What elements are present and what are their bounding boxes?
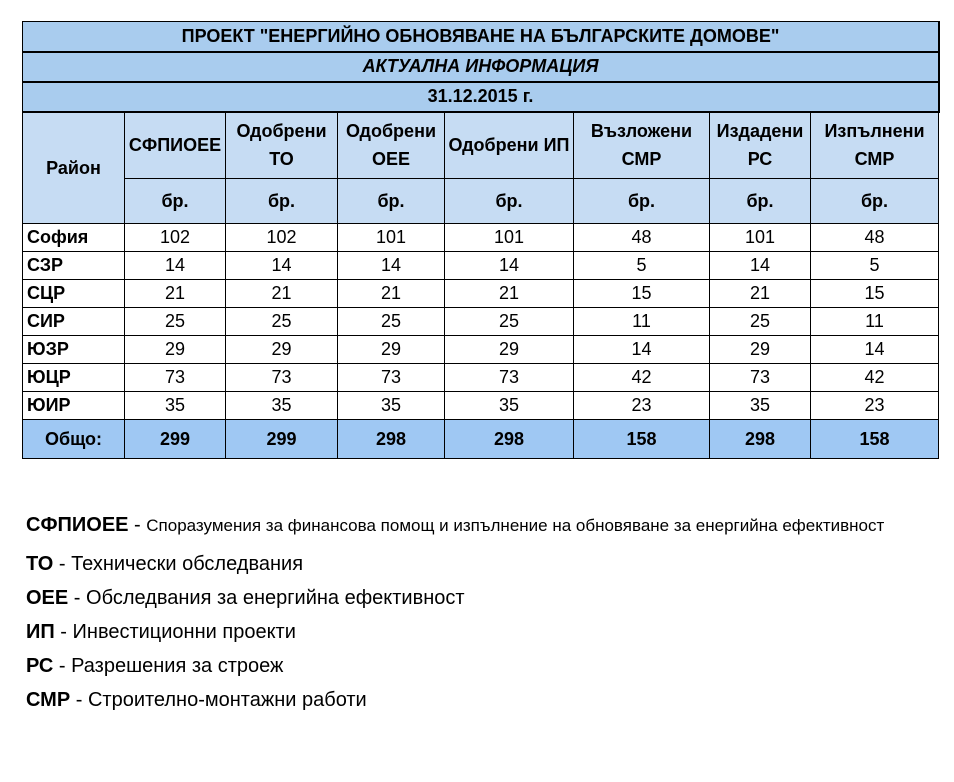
table-cell: 21: [710, 280, 811, 308]
table-cell: 102: [125, 224, 226, 252]
table-cell: 25: [445, 308, 574, 336]
table-cell: 48: [811, 224, 939, 252]
region-label: ЮЗР: [23, 336, 125, 364]
legend-description: Разрешения за строеж: [71, 655, 284, 677]
table-cell: 15: [811, 280, 939, 308]
column-header: Издадени РС: [710, 112, 811, 179]
legend-item: [26, 687, 926, 713]
total-cell: 158: [574, 420, 710, 459]
table-cell: 101: [710, 224, 811, 252]
table-cell: 5: [811, 252, 939, 280]
table-cell: 21: [338, 280, 445, 308]
column-header: Одобрени ТО: [226, 112, 338, 179]
table-cell: 29: [125, 336, 226, 364]
table-cell: 73: [338, 364, 445, 392]
legend-description: Обследвания за енергийна ефективност: [86, 587, 465, 609]
table-cell: 11: [574, 308, 710, 336]
region-label: СЗР: [23, 252, 125, 280]
legend-item: [26, 619, 926, 645]
column-header: Одобрени ОЕЕ: [338, 112, 445, 179]
table-row: [23, 364, 939, 392]
unit-label: бр.: [574, 179, 710, 224]
table-cell: 25: [226, 308, 338, 336]
table-cell: 14: [574, 336, 710, 364]
table-cell: 14: [125, 252, 226, 280]
legend-abbreviation: ТО: [26, 553, 54, 575]
column-header: Възложени СМР: [574, 112, 710, 179]
region-label: ЮИР: [23, 392, 125, 420]
table-cell: 29: [445, 336, 574, 364]
region-label: СЦР: [23, 280, 125, 308]
unit-label: бр.: [125, 179, 226, 224]
total-label: Общо:: [23, 420, 125, 459]
table-cell: 21: [226, 280, 338, 308]
table-cell: 35: [226, 392, 338, 420]
table-cell: 73: [445, 364, 574, 392]
report-title: ПРОЕКТ "ЕНЕРГИЙНО ОБНОВЯВАНЕ НА БЪЛГАРСКИТЕ ДОМОВЕ": [23, 22, 939, 52]
title-row: [23, 22, 939, 52]
region-column-header: Район: [23, 112, 125, 224]
column-header: Изпълнени СМР: [811, 112, 939, 179]
table-cell: 101: [445, 224, 574, 252]
legend-abbreviation: ОЕЕ: [26, 587, 69, 609]
table-cell: 25: [125, 308, 226, 336]
abbreviations-legend: [26, 510, 926, 721]
table-cell: 73: [125, 364, 226, 392]
region-label: ЮЦР: [23, 364, 125, 392]
table-cell: 102: [226, 224, 338, 252]
legend-description: Инвестиционни проекти: [72, 621, 296, 643]
table-cell: 21: [125, 280, 226, 308]
region-label: София: [23, 224, 125, 252]
legend-item: [26, 551, 926, 577]
table-cell: 25: [338, 308, 445, 336]
report-subtitle: АКТУАЛНА ИНФОРМАЦИЯ: [23, 52, 939, 82]
legend-item: [26, 510, 926, 541]
legend-separator: -: [68, 587, 87, 609]
report-container: [22, 21, 938, 459]
table-cell: 42: [811, 364, 939, 392]
legend-abbreviation: СФПИОЕЕ: [26, 514, 129, 536]
unit-label: бр.: [811, 179, 939, 224]
legend-abbreviation: РС: [26, 655, 54, 677]
table-cell: 14: [811, 336, 939, 364]
legend-description: Строително-монтажни работи: [87, 689, 367, 711]
table-cell: 42: [574, 364, 710, 392]
table-row: [23, 280, 939, 308]
unit-label: бр.: [226, 179, 338, 224]
subtitle-row: [23, 52, 939, 82]
total-cell: 298: [710, 420, 811, 459]
total-cell: 158: [811, 420, 939, 459]
legend-separator: -: [53, 655, 72, 677]
date-row: [23, 82, 939, 112]
table-cell: 101: [338, 224, 445, 252]
total-cell: 299: [125, 420, 226, 459]
column-header: Одобрени ИП: [445, 112, 574, 179]
legend-separator: -: [128, 514, 147, 536]
unit-label: бр.: [710, 179, 811, 224]
table-cell: 14: [445, 252, 574, 280]
table-row: [23, 224, 939, 252]
legend-item: [26, 585, 926, 611]
table-cell: 48: [574, 224, 710, 252]
table-cell: 11: [811, 308, 939, 336]
table-cell: 29: [338, 336, 445, 364]
table-cell: 35: [445, 392, 574, 420]
table-cell: 29: [710, 336, 811, 364]
report-date: 31.12.2015 г.: [23, 82, 939, 112]
column-header-row: [23, 112, 939, 179]
table-cell: 73: [226, 364, 338, 392]
table-cell: 5: [574, 252, 710, 280]
table-row: [23, 392, 939, 420]
table-cell: 14: [338, 252, 445, 280]
legend-separator: -: [70, 689, 88, 711]
table-cell: 35: [338, 392, 445, 420]
table-cell: 15: [574, 280, 710, 308]
total-cell: 299: [226, 420, 338, 459]
table-cell: 73: [710, 364, 811, 392]
table-row: [23, 252, 939, 280]
table-cell: 14: [710, 252, 811, 280]
total-cell: 298: [445, 420, 574, 459]
total-row: [23, 420, 939, 459]
table-cell: 29: [226, 336, 338, 364]
legend-separator: -: [54, 621, 73, 643]
unit-header-row: [23, 179, 939, 224]
energy-renovation-table: [22, 21, 939, 459]
total-cell: 298: [338, 420, 445, 459]
table-cell: 23: [574, 392, 710, 420]
table-cell: 35: [710, 392, 811, 420]
table-row: [23, 336, 939, 364]
table-cell: 35: [125, 392, 226, 420]
table-cell: 25: [710, 308, 811, 336]
table-row: [23, 308, 939, 336]
table-cell: 14: [226, 252, 338, 280]
table-cell: 23: [811, 392, 939, 420]
legend-description: Споразумения за финансова помощ и изпълнение на обновяване за енергийна ефективност: [146, 516, 885, 535]
legend-abbreviation: СМР: [26, 689, 71, 711]
column-header: СФПИОЕЕ: [125, 112, 226, 179]
table-cell: 21: [445, 280, 574, 308]
legend-item: [26, 653, 926, 679]
legend-abbreviation: ИП: [26, 621, 55, 643]
region-label: СИР: [23, 308, 125, 336]
legend-separator: -: [53, 553, 72, 575]
unit-label: бр.: [338, 179, 445, 224]
legend-description: Технически обследвания: [71, 553, 304, 575]
unit-label: бр.: [445, 179, 574, 224]
